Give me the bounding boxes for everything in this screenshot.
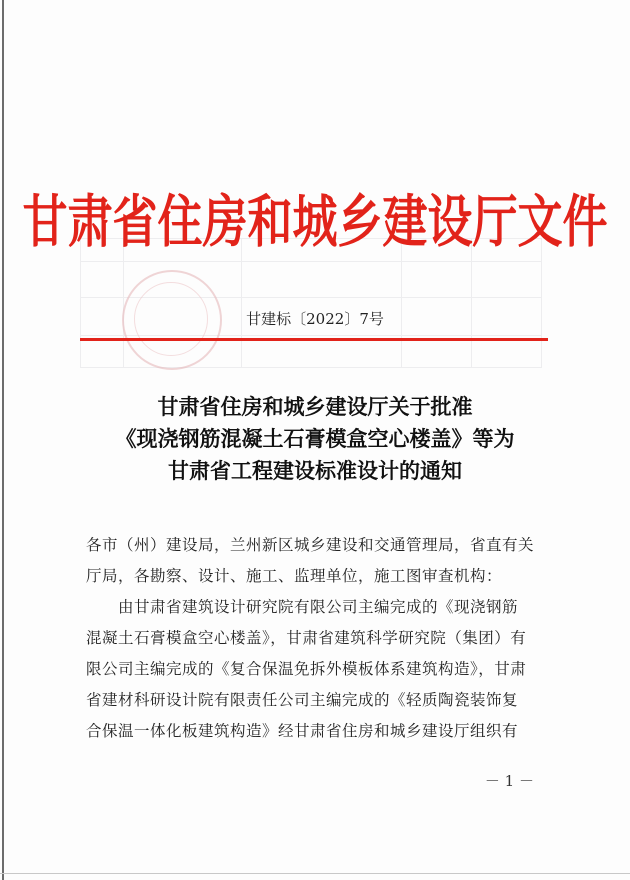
body-line: 省建材科研设计院有限责任公司主编完成的《轻质陶瓷装饰复 — [86, 691, 519, 709]
body-line: 厅局，各勘察、设计、施工、监理单位，施工图审查机构： — [86, 567, 503, 585]
body-line: 合保温一体化板建筑构造》经甘肃省住房和城乡建设厅组织有 — [86, 722, 519, 740]
body-line: 由甘肃省建筑设计研究院有限公司主编完成的《现浇钢筋 — [86, 598, 519, 616]
title-line: 甘肃省工程建设标准设计的通知 — [168, 458, 462, 483]
body-line: 限公司主编完成的《复合保温免拆外模板体系建筑构造》，甘肃 — [86, 660, 527, 678]
body-line: 混凝土石膏模盒空心楼盖》，甘肃省建筑科学研究院（集团）有 — [86, 629, 527, 647]
notice-body — [86, 530, 552, 747]
title-line: 《现浇钢筋混凝土石膏模盒空心楼盖》等为 — [115, 426, 515, 451]
red-divider-line — [80, 338, 548, 341]
notice-title — [0, 391, 630, 487]
body-line: 各市（州）建设局，兰州新区城乡建设和交通管理局，省直有关 — [86, 536, 535, 554]
document-number: 甘建标〔2022〕7号 — [246, 310, 384, 328]
issuer-header: 甘肃省住房和城乡建设厅文件 — [22, 188, 608, 255]
page-bottom-edge — [0, 873, 630, 874]
title-line: 甘肃省住房和城乡建设厅关于批准 — [157, 394, 473, 419]
page-number: － 1 － — [484, 772, 534, 790]
